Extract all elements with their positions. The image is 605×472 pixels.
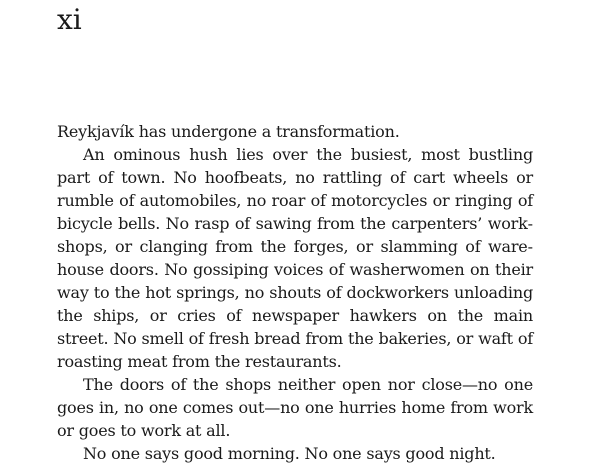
chapter-number: xi	[57, 3, 82, 36]
paragraph-2: An ominous hush lies over the busiest, most bustling part of town. No hoofbeats, no rattling of cart wheels or rumble of automobiles, no roar of motorcycles or ringing of bicycle bells. No rasp of sawing from the carpenters’ workshops, or clanging from the forges, or slamming of warehouse doors. No gossiping voices of washerwomen on their way to the hot springs, no shouts of dockworkers unloading the ships, or cries of newspaper hawkers on the main street. No smell of fresh bread from the bakeries, or waft of roasting meat from the restaurants.	[57, 145, 533, 371]
chapter-body	[57, 120, 533, 465]
paragraph-4: No one says good morning. No one says good night.	[83, 444, 496, 463]
paragraph-3: The doors of the shops neither open nor close—no one goes in, no one comes out—no one hurries home from work or goes to work at all.	[57, 375, 533, 440]
paragraph-1: Reykjavík has undergone a transformation.	[57, 122, 400, 141]
